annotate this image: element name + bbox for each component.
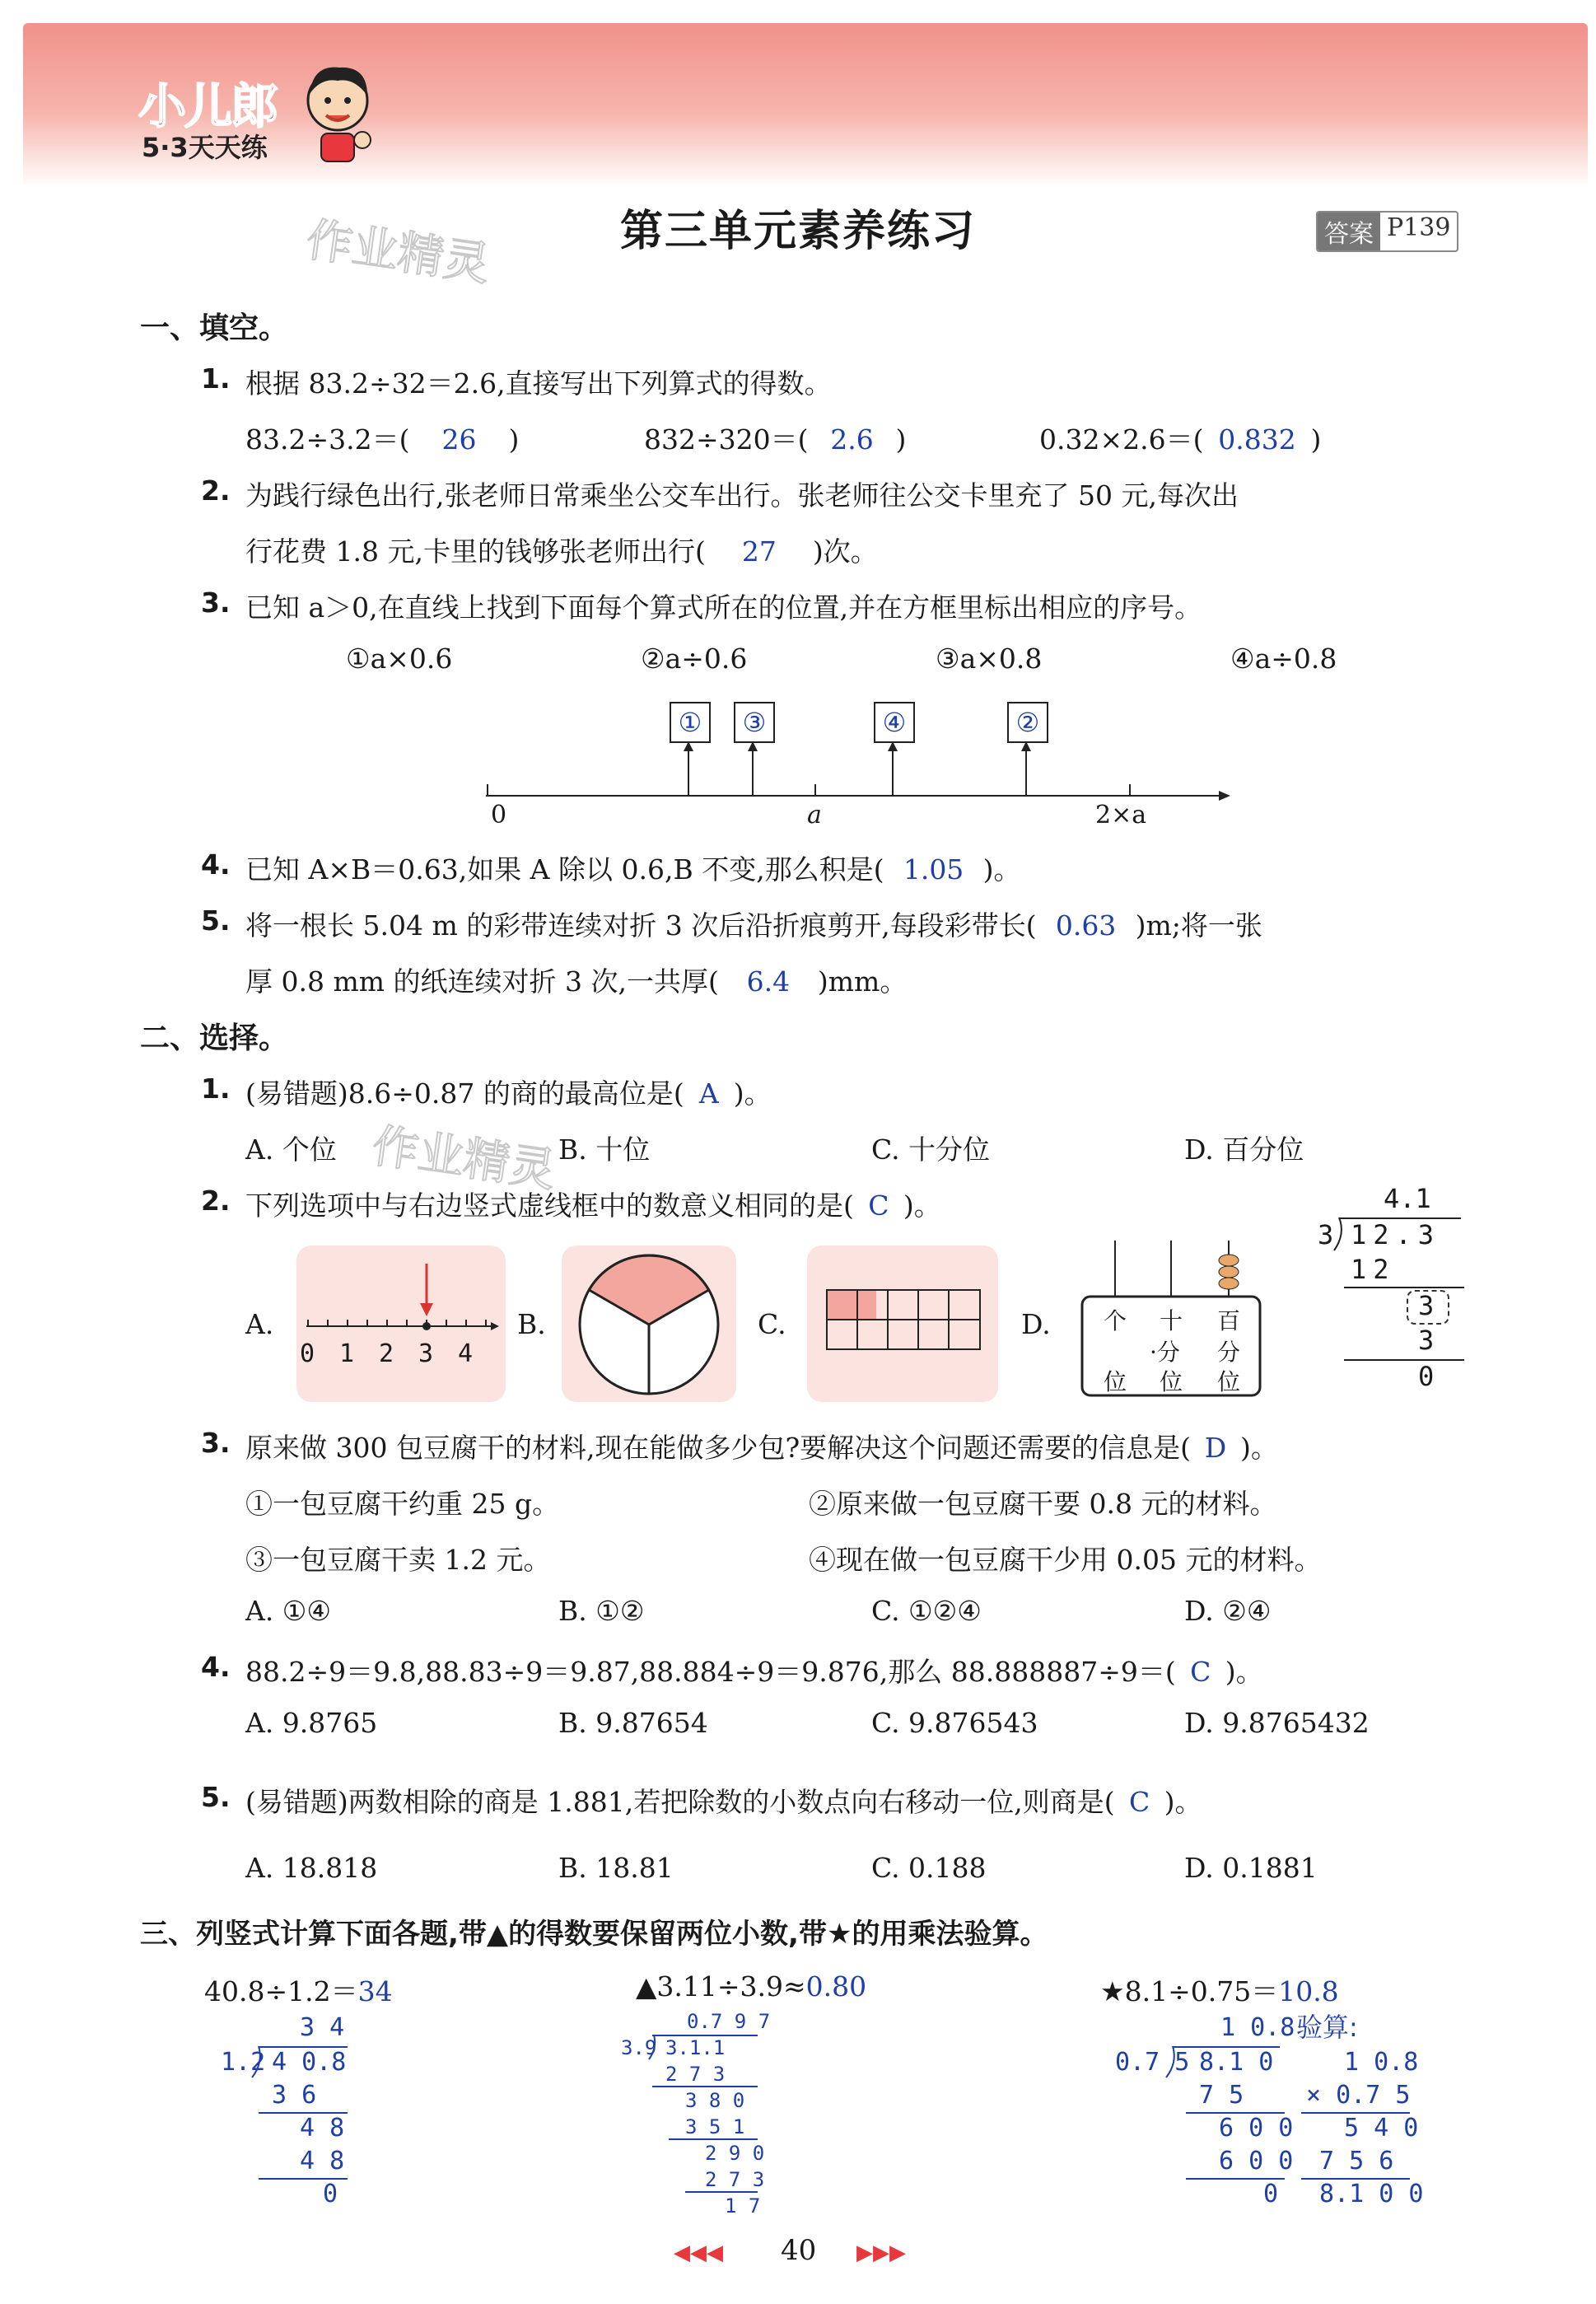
answer: A: [698, 1077, 719, 1110]
calc-divisor: 1.2: [221, 2048, 266, 2077]
question-text: [245, 960, 907, 999]
question-number: 5.: [201, 1781, 231, 1813]
answer: 1.05: [903, 853, 964, 886]
question-text: 为践行绿色出行,张老师日常乘坐公交车出行。张老师往公交卡里充了 50 元,每次出: [245, 479, 1239, 512]
watermark: 作业精灵: [302, 213, 493, 292]
question-text: 根据 83.2÷32＝2.6,直接写出下列算式的得数。: [245, 367, 832, 400]
item: ③a×0.8: [936, 643, 1043, 675]
division-dividend: 12.3: [1351, 1219, 1441, 1250]
place-label: ·分: [1150, 1339, 1180, 1366]
option-label: D.: [1021, 1308, 1051, 1340]
answer: 0.80: [805, 1970, 867, 2003]
calc-step: 4 8: [300, 2114, 345, 2143]
question-text: 已知 a＞0,在直线上找到下面每个算式所在的位置,并在方框里标出相应的序号。: [245, 591, 1202, 624]
section-heading-calc: 三、列竖式计算下面各题,带▲的得数要保留两位小数,带★的用乘法验算。: [140, 1918, 1048, 1951]
check-label: 验算:: [1296, 2012, 1358, 2043]
calc-step: 0: [1263, 2180, 1279, 2208]
question-number: 3.: [201, 587, 231, 619]
info-item: ④现在做一包豆腐干少用 0.05 元的材料。: [809, 1544, 1322, 1576]
answer: 27: [741, 535, 777, 568]
answer: 6.4: [746, 965, 791, 998]
page-number: 40: [781, 2234, 817, 2267]
calc-step: 4 8: [300, 2147, 345, 2175]
question-text: [245, 904, 1262, 943]
option: A. 9.8765: [245, 1707, 378, 1739]
answer: C: [1128, 1786, 1150, 1818]
answer-label: 答案: [1318, 213, 1380, 250]
division-step: 12: [1351, 1254, 1396, 1285]
expr-text: 83.2÷3.2＝(: [245, 423, 410, 456]
answer: 10.8: [1278, 1975, 1339, 2007]
question-number: 4.: [201, 1651, 231, 1683]
option: B. 十位: [558, 1133, 651, 1166]
text-part: )m;将一张: [1135, 909, 1262, 942]
text-part: 行花费 1.8 元,卡里的钱够张老师出行(: [245, 535, 706, 568]
calc-quotient: 0.7 9 7: [687, 2010, 771, 2033]
option-label: A.: [245, 1308, 274, 1340]
text-part: )。: [1240, 1432, 1278, 1464]
text-part: 下列选项中与右边竖式虚线框中的数意义相同的是(: [245, 1189, 854, 1222]
answer-box: ④: [874, 702, 915, 743]
text-part: 已知 A×B＝0.63,如果 A 除以 0.6,B 不变,那么积是(: [245, 853, 884, 886]
item: ④a÷0.8: [1230, 643, 1337, 675]
answer: C: [868, 1189, 889, 1222]
question-number: 1.: [201, 362, 231, 395]
text-part: )。: [1164, 1786, 1202, 1818]
info-item: ②原来做一包豆腐干要 0.8 元的材料。: [809, 1488, 1277, 1520]
text-part: )。: [1225, 1656, 1263, 1688]
question-number: 5.: [201, 904, 231, 937]
option: C. 十分位: [871, 1133, 991, 1166]
division-quotient: 4.1: [1384, 1183, 1431, 1214]
expression: [644, 418, 906, 457]
section-heading-choice: 二、选择。: [140, 1021, 289, 1055]
answer: 0.63: [1055, 909, 1117, 942]
calc-expression: [204, 1970, 393, 2009]
option: A. 18.818: [245, 1852, 378, 1884]
question-number: 2.: [201, 1185, 231, 1217]
option: A. 个位: [245, 1133, 337, 1166]
division-bracket: [1331, 1216, 1347, 1252]
calc-step: 0: [323, 2180, 338, 2208]
option-a-panel: [296, 1245, 506, 1402]
calc-step: 3 6: [272, 2081, 317, 2110]
text-part: 原来做 300 包豆腐干的材料,现在能做多少包?要解决这个问题还需要的信息是(: [245, 1432, 1192, 1464]
option: A. ①④: [245, 1595, 331, 1627]
place-label: 十: [1160, 1307, 1183, 1334]
calc-step: 6 0 0: [1219, 2114, 1294, 2143]
option-label: C.: [758, 1308, 786, 1340]
text-part: (易错题)8.6÷0.87 的商的最高位是(: [245, 1077, 684, 1110]
answer-box: ③: [734, 702, 775, 743]
division-step: 3: [1418, 1325, 1435, 1356]
division-bracket: [647, 2033, 659, 2061]
division-divisor: 3: [1318, 1219, 1334, 1250]
watermark: 作业精灵: [368, 1119, 559, 1199]
question-text: [245, 848, 1020, 887]
question-text: [245, 1427, 1278, 1465]
close-paren: ): [1310, 423, 1322, 456]
option: D. ②④: [1184, 1595, 1272, 1627]
answer: 2.6: [830, 423, 874, 456]
answer: C: [1190, 1656, 1211, 1688]
expr-text: ★8.1÷0.75＝: [1100, 1975, 1279, 2007]
place-label: 分: [1217, 1339, 1241, 1366]
answer: 34: [357, 1975, 393, 2007]
axis-label-2a: 2×a: [1095, 801, 1147, 830]
calc-divisor: 0.7 5: [1115, 2048, 1190, 2077]
close-paren: ): [508, 423, 520, 456]
page-title: 第三单元素养练习: [619, 207, 976, 256]
ruler-tick: 0: [300, 1339, 315, 1368]
calc-dividend: 8.1 0: [1199, 2048, 1274, 2077]
calc-step: 1 7: [725, 2194, 761, 2218]
info-item: ③一包豆腐干卖 1.2 元。: [245, 1544, 551, 1576]
item: ①a×0.6: [346, 643, 453, 675]
calc-step: 6 0 0: [1219, 2147, 1294, 2175]
calc-quotient: 1 0.8: [1220, 2013, 1295, 2042]
text-part: )。: [982, 853, 1021, 886]
expr-text: 40.8÷1.2＝: [204, 1975, 358, 2007]
division-bracket: [1164, 2045, 1179, 2079]
calc-step: 2 7 3: [665, 2063, 726, 2086]
ruler-tick: 1: [339, 1339, 355, 1368]
calc-step: 2 9 0: [705, 2142, 765, 2165]
question-number: 3.: [201, 1427, 231, 1459]
division-bracket: [250, 2045, 265, 2079]
calc-step: 2 7 3: [705, 2168, 765, 2191]
answer: D: [1204, 1432, 1227, 1464]
question-number: 2.: [201, 474, 231, 507]
check-step: 7 5 6: [1319, 2147, 1394, 2175]
question-number: 1.: [201, 1073, 231, 1105]
text-part: )次。: [812, 535, 878, 568]
option: D. 0.1881: [1184, 1852, 1318, 1884]
ruler-tick: 3: [418, 1339, 434, 1368]
check-step: 1 0.8: [1344, 2048, 1419, 2077]
option: C. ①②④: [871, 1595, 982, 1627]
axis-label-zero: 0: [491, 801, 507, 830]
calc-expression: [636, 1970, 866, 2003]
text-part: 88.2÷9＝9.8,88.83÷9＝9.87,88.884÷9＝9.876,那么 88.888887÷9＝(: [245, 1656, 1176, 1688]
check-step: 5 4 0: [1344, 2114, 1419, 2143]
text-part: )。: [733, 1077, 772, 1110]
answer-reference: [1316, 211, 1458, 252]
option-label: B.: [517, 1308, 546, 1340]
brand-logo: 小儿郎: [138, 78, 278, 134]
calc-step: 7 5: [1199, 2081, 1244, 2110]
ruler-tick: 4: [458, 1339, 474, 1368]
place-label: 百: [1217, 1307, 1241, 1334]
question-text: [245, 1073, 772, 1111]
info-item: ①一包豆腐干约重 25 g。: [245, 1488, 560, 1520]
check-step: 8.1 0 0: [1319, 2180, 1424, 2208]
expr-text: ▲3.11÷3.9≈: [636, 1970, 806, 2003]
answer: 26: [441, 423, 477, 456]
ruler-figure: [296, 1245, 506, 1402]
mascot-icon: [296, 58, 379, 165]
answer-box: ①: [670, 702, 711, 743]
expr-text: 832÷320＝(: [644, 423, 809, 456]
option: B. ①②: [558, 1595, 645, 1627]
option: B. 18.81: [558, 1852, 674, 1884]
option-b-panel: [562, 1245, 736, 1402]
question-text: [245, 1185, 941, 1223]
check-step: × 0.7 5: [1306, 2081, 1411, 2110]
division-step: 0: [1418, 1361, 1435, 1392]
place-label: 位: [1217, 1368, 1241, 1395]
place-label: 位: [1160, 1368, 1183, 1395]
option: C. 0.188: [871, 1852, 987, 1884]
text-part: )mm。: [817, 965, 908, 998]
prev-page-arrows[interactable]: ◀◀◀: [674, 2241, 723, 2265]
calc-dividend: 3.1.1: [665, 2036, 726, 2059]
brand-subtitle: 5·3天天练: [142, 132, 268, 163]
option: C. 9.876543: [871, 1707, 1038, 1739]
calc-divisor: 3.9: [621, 2036, 657, 2059]
ruler-tick: 2: [379, 1339, 394, 1368]
grid-figure: [807, 1245, 998, 1402]
close-paren: ): [895, 423, 907, 456]
answer-box: ②: [1007, 702, 1048, 743]
calc-step: 3 5 1: [685, 2115, 745, 2138]
axis-label-a: a: [807, 801, 822, 830]
calc-expression: [1100, 1970, 1339, 2009]
expression: [1039, 418, 1321, 457]
place-label: 位: [1104, 1368, 1127, 1395]
text-part: (易错题)两数相除的商是 1.881,若把除数的小数点向右移动一位,则商是(: [245, 1786, 1115, 1818]
place-label: 个: [1104, 1307, 1127, 1334]
question-text: [245, 1781, 1202, 1820]
question-text: [245, 530, 878, 569]
division-step: 3: [1418, 1290, 1435, 1321]
answer: 0.832: [1218, 423, 1296, 456]
pie-figure: [562, 1245, 736, 1402]
calc-step: 3 8 0: [685, 2089, 745, 2112]
text-part: 将一根长 5.04 m 的彩带连续对折 3 次后沿折痕剪开,每段彩带长(: [245, 909, 1037, 942]
calc-dividend: 4 0.8: [272, 2048, 347, 2077]
question-text: [245, 1651, 1263, 1689]
text-part: )。: [903, 1189, 941, 1222]
question-number: 4.: [201, 848, 231, 881]
option: B. 9.87654: [558, 1707, 708, 1739]
option: D. 9.8765432: [1184, 1707, 1370, 1739]
answer-page: P139: [1387, 213, 1451, 242]
calc-quotient: 3 4: [300, 2013, 345, 2042]
text-part: 厚 0.8 mm 的纸连续对折 3 次,一共厚(: [245, 965, 719, 998]
expression: [245, 418, 519, 457]
item: ②a÷0.6: [641, 643, 748, 675]
section-heading-fill: 一、填空。: [140, 311, 289, 345]
next-page-arrows[interactable]: ▶▶▶: [856, 2241, 906, 2265]
expr-text: 0.32×2.6＝(: [1039, 423, 1204, 456]
option-c-panel: [807, 1245, 998, 1402]
option: D. 百分位: [1184, 1133, 1304, 1166]
